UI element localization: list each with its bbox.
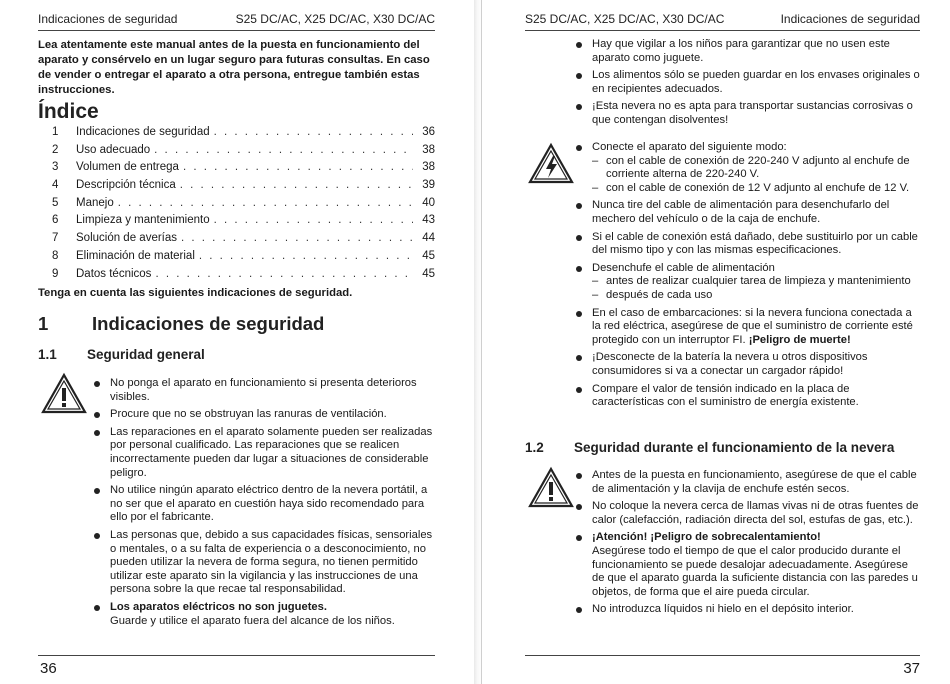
- header-models: S25 DC/AC, X25 DC/AC, X30 DC/AC: [525, 12, 725, 26]
- list-item: Las reparaciones en el aparato solamente pueden ser realizadas por personal cualificado. Las reparaciones que se realicen incorrectamente pueden dar lugar a situaciones de considerable peligro.: [93, 426, 435, 480]
- operation-safety-list: [575, 469, 920, 621]
- sublist-item: – antes de realizar cualquier tarea de limpieza y mantenimiento: [592, 275, 920, 289]
- list-item: ¡Atención! ¡Peligro de sobrecalentamiento! Asegúrese todo el tiempo de que el calor producido durante el funcionamiento se puede desalojar adecuadamente. Asegúrese de que el aparato guarda la suficiente distancia con las paredes u objetos, de forma que el aire pueda circular.: [575, 531, 920, 599]
- header-models: S25 DC/AC, X25 DC/AC, X30 DC/AC: [235, 12, 435, 26]
- list-item: Conecte el aparato del siguiente modo: – con el cable de conexión de 220-240 V adjunto al enchufe de corriente alterna de 220-240 V. – con el cable de conexión de 12 V adjunto al enchufe de 12 V.: [575, 141, 920, 195]
- table-of-contents: [52, 126, 435, 285]
- chapter-heading: 1 Indicaciones de seguridad: [38, 313, 325, 334]
- toc-entry[interactable]: 4 Descripción técnica . . . 39: [52, 179, 435, 197]
- toc-entry[interactable]: 2 Uso adecuado . . . 38: [52, 144, 435, 162]
- electric-shock-warning-icon: [527, 142, 575, 186]
- list-item: Las personas que, debido a sus capacidades físicas, sensoriales o mentales, o a su falta de experiencia o a desconocimiento, no pueden utilizar la nevera de forma segura, no tienen permitido utilizar este aparato sin la vigilancia y las instrucciones de una persona sobre la que recae tal responsabilidad.: [93, 529, 435, 597]
- child-safety-list: [575, 38, 920, 132]
- list-item: No ponga el aparato en funcionamiento si presenta deterioros visibles.: [93, 377, 435, 404]
- sublist-item: – después de cada uso: [592, 289, 920, 303]
- toc-entry[interactable]: 6 Limpieza y mantenimiento . . . 43: [52, 214, 435, 232]
- list-item: Si el cable de conexión está dañado, debe sustituirlo por un cable del mismo tipo y con las mismas especificaciones.: [575, 231, 920, 258]
- running-header: [525, 12, 920, 26]
- list-item: En el caso de embarcaciones: si la nevera funciona conectada a la red eléctrica, asegúrese de que el suministro de corriente esté protegido con un interruptor FI. ¡Peligro de muerte!: [575, 307, 920, 348]
- footer-rule: [38, 655, 435, 656]
- unplug-sublist: [592, 275, 920, 302]
- connect-sublist: [592, 155, 920, 196]
- header-section: Indicaciones de seguridad: [780, 12, 920, 26]
- sublist-item: – con el cable de conexión de 220-240 V adjunto al enchufe de corriente alterna de 220-240 V.: [592, 155, 920, 182]
- header-section: Indicaciones de seguridad: [38, 12, 178, 26]
- footer-rule: [525, 655, 920, 656]
- list-item: Nunca tire del cable de alimentación para desenchufarlo del mechero del vehículo o de la caja de enchufe.: [575, 199, 920, 226]
- list-item: Los alimentos sólo se pueden guardar en los envases originales o en recipientes adecuados.: [575, 69, 920, 96]
- list-item: Procure que no se obstruyan las ranuras de ventilación.: [93, 408, 435, 422]
- toc-entry[interactable]: 9 Datos técnicos . . . 45: [52, 268, 435, 286]
- list-item: Compare el valor de tensión indicado en la placa de características con el suministro de energía existente.: [575, 383, 920, 410]
- header-rule: [38, 30, 435, 31]
- list-item: No utilice ningún aparato eléctrico dentro de la nevera portátil, a no ser que el aparato en cuestión haya sido recomendado para ello por el fabricante.: [93, 484, 435, 525]
- warning-triangle-icon: [527, 466, 575, 510]
- warning-triangle-icon: [40, 372, 88, 416]
- toc-entry[interactable]: 3 Volumen de entrega . . . 38: [52, 161, 435, 179]
- toc-entry[interactable]: 5 Manejo . . . 40: [52, 197, 435, 215]
- list-item: Desenchufe el cable de alimentación – antes de realizar cualquier tarea de limpieza y mantenimiento – después de cada uso: [575, 262, 920, 303]
- page-number: 37: [903, 660, 920, 677]
- right-page: [475, 0, 950, 684]
- section-heading: 1.1 Seguridad general: [38, 347, 205, 362]
- sublist-item: – con el cable de conexión de 12 V adjunto al enchufe de 12 V.: [592, 182, 920, 196]
- list-item: Los aparatos eléctricos no son juguetes. Guarde y utilice el aparato fuera del alcance de los niños.: [93, 601, 435, 628]
- general-safety-list: [93, 377, 435, 632]
- toc-entry[interactable]: 1 Indicaciones de seguridad . . . 36: [52, 126, 435, 144]
- list-item: No coloque la nevera cerca de llamas vivas ni de otras fuentes de calor (calefacción, radiación directa del sol, estufas de gas, etc.).: [575, 500, 920, 527]
- list-item: No introduzca líquidos ni hielo en el depósito interior.: [575, 603, 920, 617]
- list-item: ¡Esta nevera no es apta para transportar sustancias corrosivas o que contengan disolventes!: [575, 100, 920, 127]
- toc-entry[interactable]: 8 Eliminación de material . . . 45: [52, 250, 435, 268]
- list-item: ¡Desconecte de la batería la nevera u otros dispositivos consumidores si va a conectar un cargador rápido!: [575, 351, 920, 378]
- list-item: Hay que vigilar a los niños para garantizar que no usen este aparato como juguete.: [575, 38, 920, 65]
- safety-note: Tenga en cuenta las siguientes indicaciones de seguridad.: [38, 287, 353, 299]
- page-number: 36: [40, 660, 57, 677]
- electrical-safety-list: [575, 141, 920, 414]
- toc-entry[interactable]: 7 Solución de averías . . . 44: [52, 232, 435, 250]
- intro-paragraph: Lea atentamente este manual antes de la puesta en funcionamiento del aparato y consérvelo en un lugar seguro para futuras consultas. En caso de vender o entregar el aparato a otra persona, entregue también estas instrucciones.: [38, 39, 430, 96]
- list-item: Antes de la puesta en funcionamiento, asegúrese de que el cable de alimentación y la clavija de enchufe estén secos.: [575, 469, 920, 496]
- running-header: [38, 12, 435, 26]
- header-rule: [525, 30, 920, 31]
- section-heading: 1.2 Seguridad durante el funcionamiento de la nevera: [525, 440, 895, 455]
- toc-title: Índice: [38, 100, 99, 123]
